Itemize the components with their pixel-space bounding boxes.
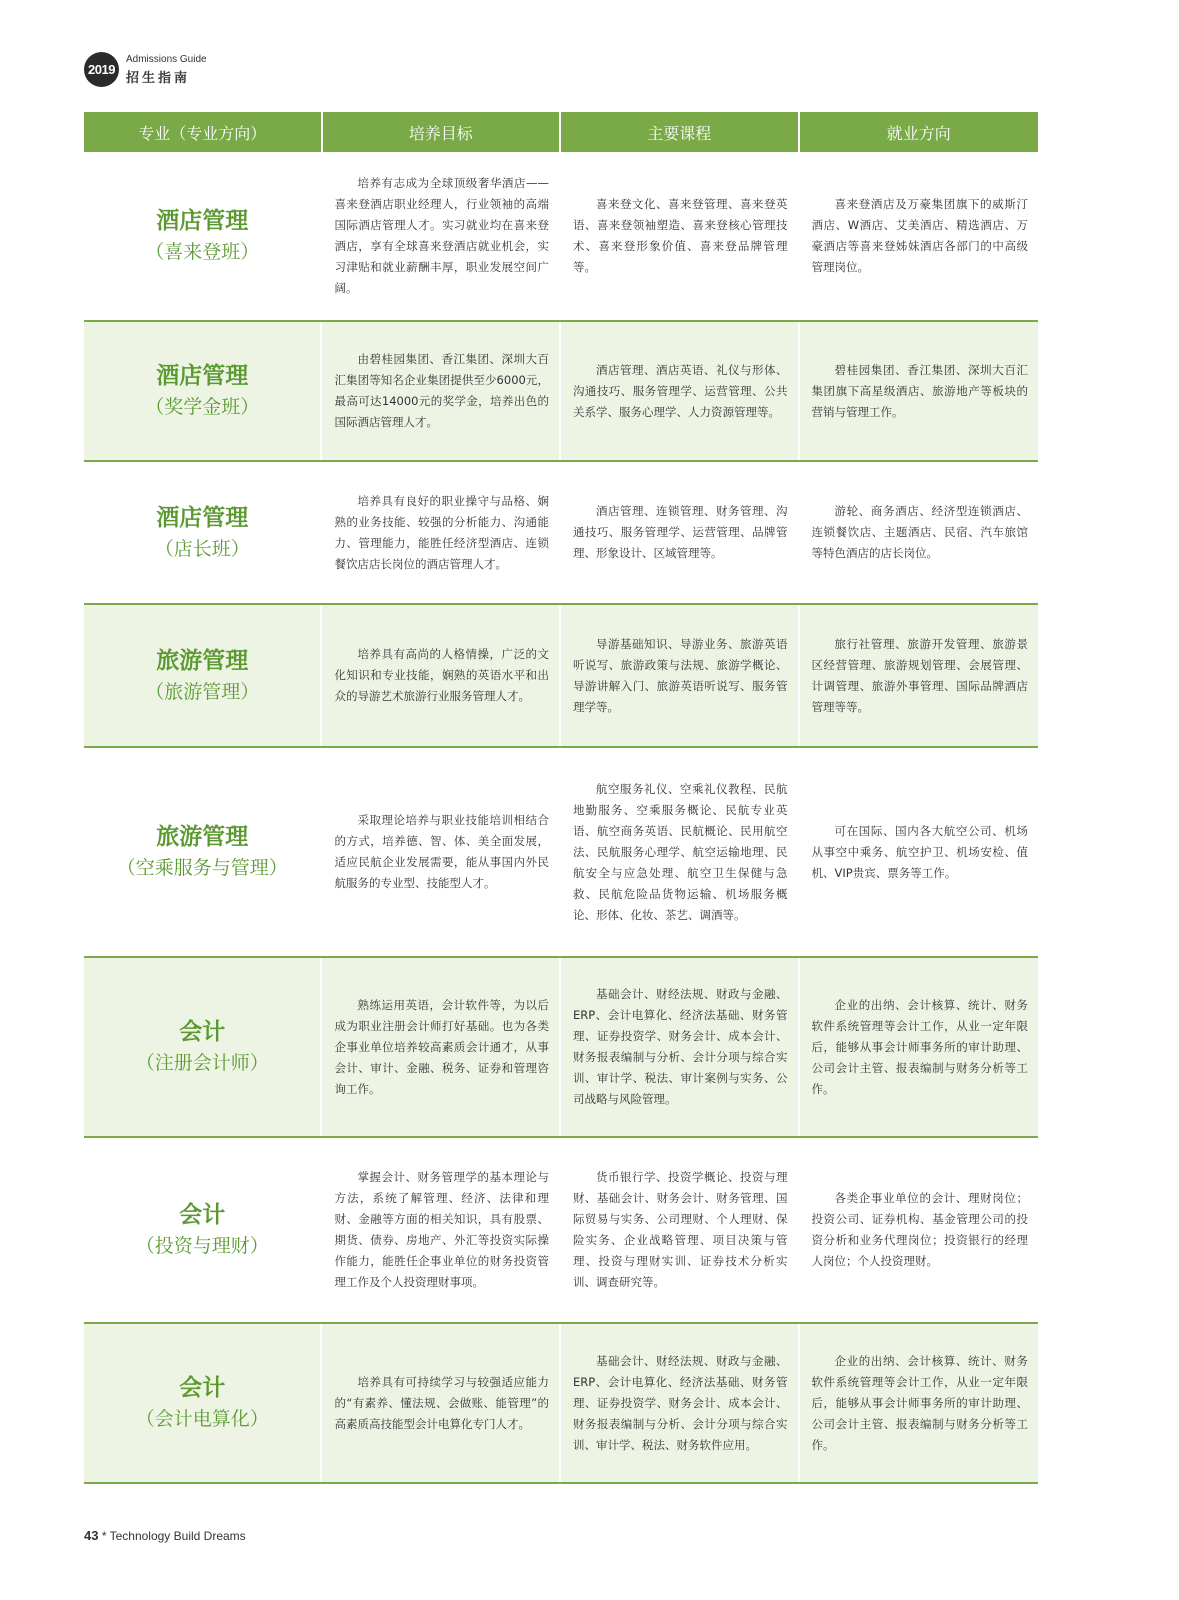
table-row	[84, 462, 1038, 605]
employment-cell	[800, 958, 1039, 1136]
employment-cell	[800, 605, 1039, 746]
courses-text: 货币银行学、投资学概论、投资与理财、基础会计、财务会计、财务管理、国际贸易与实务、公司理财、个人理财、保险实务、企业战略管理、项目决策与管理、投资与理财实训、证券技术分析实训、调查研究等。	[572, 1170, 788, 1289]
courses-cell	[561, 462, 798, 603]
page-number: 43	[84, 1528, 99, 1543]
employment-cell	[800, 1138, 1039, 1322]
major-cell	[84, 1138, 320, 1322]
major-direction: （空乘服务与管理）	[116, 857, 288, 879]
major-name: 会计	[179, 1202, 226, 1228]
goal-cell	[322, 322, 559, 460]
courses-cell	[561, 1324, 798, 1482]
employment-cell	[800, 462, 1039, 603]
courses-text: 基础会计、财经法规、财政与金融、ERP、会计电算化、经济法基础、财务管理、证券投资学、财务会计、成本会计、财务报表编制与分析、会计分项与综合实训、审计学、税法、审计案例与实务、公司战略与风险管理。	[572, 987, 788, 1106]
courses-cell	[561, 605, 798, 746]
goal-cell	[322, 152, 559, 320]
major-direction: （奖学金班）	[145, 396, 260, 418]
goal-text: 培养具有良好的职业操守与品格、娴熟的业务技能、较强的分析能力、沟通能力、管理能力，能胜任经济型酒店、连锁餐饮店店长岗位的酒店管理人才。	[334, 493, 549, 571]
year-badge: 2019	[84, 52, 119, 87]
table-header	[84, 112, 1038, 152]
major-direction: （旅游管理）	[145, 680, 260, 703]
table-row	[84, 322, 1038, 462]
major-name: 酒店管理	[156, 363, 249, 389]
courses-text: 基础会计、财经法规、财政与金融、ERP、会计电算化、经济法基础、财务管理、证券投资学、财务会计、成本会计、财务报表编制与分析、会计分项与综合实训、审计学、税法、财务软件应用。	[572, 1353, 788, 1452]
column-header-major: 专业（专业方向）	[84, 112, 321, 152]
major-direction: （喜来登班）	[145, 241, 260, 263]
goal-text: 熟练运用英语，会计软件等，为以后成为职业注册会计师打好基础。也为各类企事业单位培养较高素质会计通才，从事会计、审计、金融、税务、证券和管理咨询工作。	[334, 997, 549, 1096]
courses-text: 喜来登文化、喜来登管理、喜来登英语、喜来登领袖塑造、喜来登核心管理技术、喜来登形象价值、喜来登品牌管理等。	[572, 197, 788, 274]
table-row	[84, 1324, 1038, 1484]
goal-cell	[322, 605, 559, 746]
employment-text: 企业的出纳、会计核算、统计、财务软件系统管理等会计工作，从业一定年限后，能够从事会计师事务所的审计助理、公司会计主管、报表编制与财务分析等工作。	[811, 1353, 1029, 1452]
table-row	[84, 605, 1038, 748]
major-name: 酒店管理	[156, 208, 249, 234]
goal-cell	[322, 748, 559, 956]
footer-tagline: * Technology Build Dreams	[101, 1529, 246, 1543]
employment-text: 各类企事业单位的会计、理财岗位；投资公司、证券机构、基金管理公司的投资分析和业务代理岗位；投资银行的经理人岗位；个人投资理财。	[811, 1191, 1029, 1268]
employment-text: 旅行社管理、旅游开发管理、旅游景区经营管理、旅游规划管理、会展管理、计调管理、旅游外事管理、国际品牌酒店管理等等。	[811, 636, 1029, 714]
table-row	[84, 152, 1038, 322]
major-cell	[84, 462, 320, 603]
table-row	[84, 1138, 1038, 1324]
header-title-en: Admissions Guide	[126, 54, 207, 65]
page-footer	[84, 1528, 246, 1543]
goal-text: 采取理论培养与职业技能培训相结合的方式，培养德、智、体、美全面发展，适应民航企业发展需要，能从事国内外民航服务的专业型、技能型人才。	[334, 813, 549, 890]
goal-text: 掌握会计、财务管理学的基本理论与方法，系统了解管理、经济、法律和理财、金融等方面的相关知识，具有股票、期货、债券、房地产、外汇等投资实际操作能力，能胜任企事业单位的财务投资管理工作及个人投资理财事项。	[334, 1170, 549, 1289]
column-header-courses: 主要课程	[561, 112, 798, 152]
column-header-goal: 培养目标	[323, 112, 560, 152]
courses-cell	[561, 958, 798, 1136]
goal-text: 由碧桂园集团、香江集团、深圳大百汇集团等知名企业集团提供至少6000元，最高可达14000元的奖学金，培养出色的国际酒店管理人才。	[334, 352, 549, 429]
courses-text: 航空服务礼仪、空乘礼仪教程、民航地勤服务、空乘服务概论、民航专业英语、航空商务英语、民航概论、民用航空法、民航服务心理学、航空运输地理、民航安全与应急处理、航空卫生保健与急救、民航危险品货物运输、机场服务概论、形体、化妆、茶艺、调酒等。	[572, 781, 788, 922]
major-cell	[84, 605, 320, 746]
courses-cell	[561, 1138, 798, 1322]
major-name: 会计	[179, 1375, 226, 1401]
table-row	[84, 958, 1038, 1138]
table-row	[84, 748, 1038, 958]
courses-cell	[561, 322, 798, 460]
courses-text: 酒店管理、连锁管理、财务管理、沟通技巧、服务管理学、运营管理、品牌管理、形象设计、区域管理等。	[572, 504, 788, 560]
courses-text: 酒店管理、酒店英语、礼仪与形体、沟通技巧、服务管理学、运营管理、公共关系学、服务心理学、人力资源管理等。	[572, 362, 788, 419]
courses-cell	[561, 748, 798, 956]
major-cell	[84, 152, 320, 320]
employment-text: 游轮、商务酒店、经济型连锁酒店、连锁餐饮店、主题酒店、民宿、汽车旅馆等特色酒店的店长岗位。	[811, 504, 1029, 560]
goal-text: 培养有志成为全球顶级奢华酒店——喜来登酒店职业经理人，行业领袖的高端国际酒店管理人才。实习就业均在喜来登酒店，享有全球喜来登酒店就业机会，实习津贴和就业薪酬丰厚，职业发展空间广阔。	[334, 176, 549, 295]
program-table	[84, 112, 1038, 1484]
goal-cell	[322, 462, 559, 603]
courses-cell	[561, 152, 798, 320]
employment-cell	[800, 748, 1039, 956]
column-header-employment: 就业方向	[800, 112, 1039, 152]
major-cell	[84, 322, 320, 460]
employment-text: 可在国际、国内各大航空公司、机场从事空中乘务、航空护卫、机场安检、值机、VIP贵宾、票务等工作。	[811, 823, 1029, 880]
major-name: 酒店管理	[156, 504, 249, 531]
goal-text: 培养具有可持续学习与较强适应能力的“有素养、懂法规、会做账、能管理”的高素质高技能型会计电算化专门人才。	[334, 1374, 549, 1431]
employment-text: 碧桂园集团、香江集团、深圳大百汇集团旗下高星级酒店、旅游地产等板块的营销与管理工作。	[811, 362, 1029, 419]
employment-cell	[800, 322, 1039, 460]
employment-text: 喜来登酒店及万豪集团旗下的威斯汀酒店、W酒店、艾美酒店、精选酒店、万豪酒店等喜来登姊妹酒店各部门的中高级管理岗位。	[811, 197, 1029, 274]
major-direction: （店长班）	[154, 537, 250, 560]
major-cell	[84, 958, 320, 1136]
goal-text: 培养具有高尚的人格情操，广泛的文化知识和专业技能，娴熟的英语水平和出众的导游艺术旅游行业服务管理人才。	[334, 647, 549, 703]
courses-text: 导游基础知识、导游业务、旅游英语听说写、旅游政策与法规、旅游学概论、导游讲解入门、旅游英语听说写、服务管理学等。	[572, 636, 788, 714]
major-name: 会计	[179, 1019, 226, 1045]
major-name: 旅游管理	[156, 647, 249, 674]
goal-cell	[322, 1138, 559, 1322]
employment-text: 企业的出纳、会计核算、统计、财务软件系统管理等会计工作，从业一定年限后，能够从事会计师事务所的审计助理、公司会计主管、报表编制与财务分析等工作。	[811, 997, 1029, 1096]
goal-cell	[322, 1324, 559, 1482]
major-direction: （投资与理财）	[135, 1235, 269, 1257]
major-direction: （注册会计师）	[135, 1052, 269, 1074]
employment-cell	[800, 152, 1039, 320]
major-name: 旅游管理	[156, 824, 249, 850]
employment-cell	[800, 1324, 1039, 1482]
major-direction: （会计电算化）	[135, 1408, 269, 1430]
major-cell	[84, 1324, 320, 1482]
header-title-cn: 招生指南	[126, 71, 191, 86]
goal-cell	[322, 958, 559, 1136]
major-cell	[84, 748, 320, 956]
